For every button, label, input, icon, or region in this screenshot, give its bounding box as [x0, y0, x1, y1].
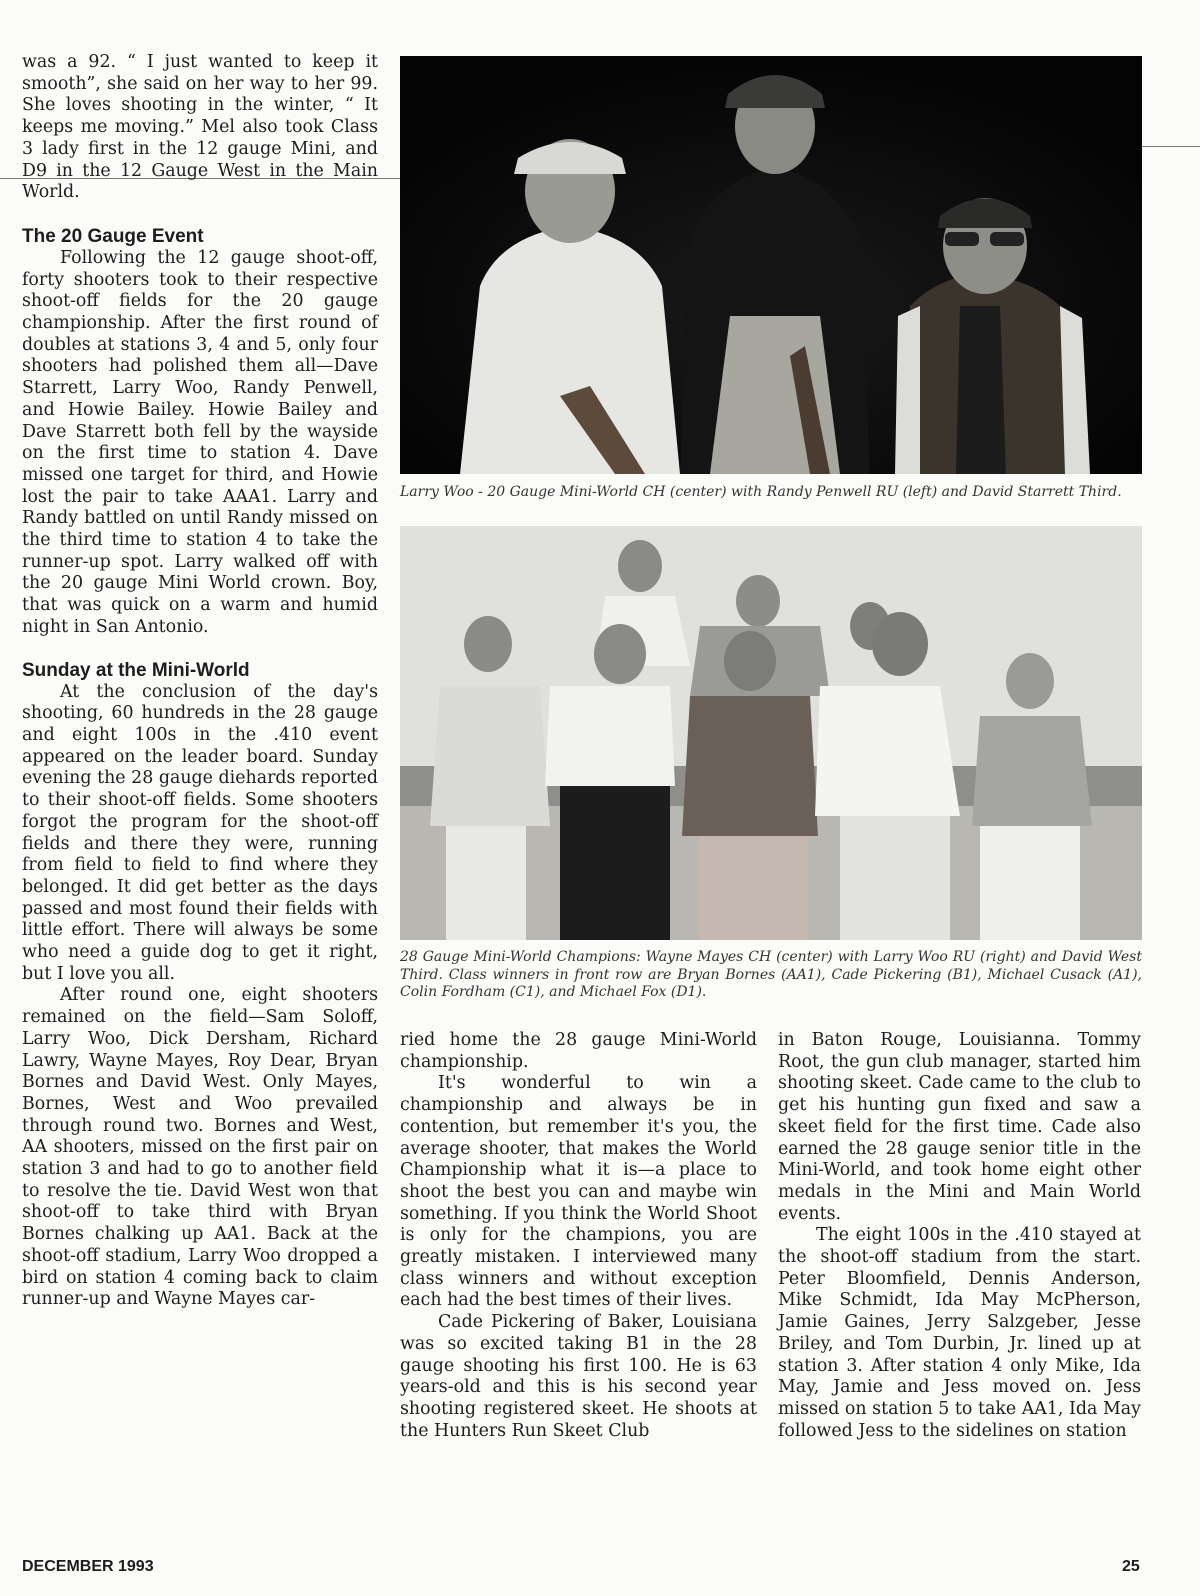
footer-page-number: 25 — [1122, 1558, 1140, 1575]
paragraph: ried home the 28 gauge Mini-World championship. — [400, 1030, 757, 1072]
paragraph: in Baton Rouge, Louisianna. Tommy Root, the gun club manager, started him shooting skeet. Cade came to the club to get his hunting gun fixed and saw a skeet field for the first time. Cade also earned the 28 gauge senior title in the Mini-World, and took home eight other medals in the Mini and Main World events. — [778, 1030, 1141, 1224]
paragraph: Cade Pickering of Baker, Louisiana was so excited taking B1 in the 28 gauge shooting his first 100. He is 63 years-old and this is his second year shooting registered skeet. He shoots at the Hunters Run Skeet Club — [400, 1312, 757, 1441]
paragraph: After round one, eight shooters remained on the field—Sam Soloff, Larry Woo, Dick Dersham, Richard Lawry, Wayne Mayes, Roy Dear, Bryan Bornes and David West. Only Mayes, Bornes, West and Woo prevailed through round two. Bornes and West, AA shooters, missed on the first pair on station 3 and had to go to another field to resolve the tie. David West won that shoot-off to take third with Bryan Bornes chalking up AA1. Back at the shoot-off stadium, Larry Woo dropped a bird on station 4 coming back to claim runner-up and Wayne Mayes car- — [22, 985, 378, 1310]
paragraph: The eight 100s in the .410 stayed at the shoot-off stadium from the start. Peter Bloomfield, Dennis Anderson, Mike Schmidt, Ida May McPherson, Jamie Gaines, Jerry Salzgeber, Jesse Briley, and Tom Durbin, Jr. lined up at station 3. After station 4 only Mike, Ida May, Jamie and Jess moved on. Jess missed on station 5 to take AA1, Ida May followed Jess to the sidelines on station — [778, 1225, 1141, 1441]
paragraph: It's wonderful to win a championship and always be in contention, but remember it's you, the average shooter, that makes the World Championship what it is—a place to shoot the best you can and maybe win something. If you think the World Shoot is only for the champions, you are greatly mistaken. I interviewed many class winners and without exception each had the best times of their lives. — [400, 1073, 757, 1311]
heading-20-gauge-event: The 20 Gauge Event — [22, 225, 204, 247]
photo-2-caption: 28 Gauge Mini-World Champions: Wayne Mayes CH (center) with Larry Woo RU (right) and David West Third. Class winners in front row are Bryan Bornes (AA1), Cade Pickering (B1), Michael Cusack (A1), Colin Fordham (C1), and Michael Fox (D1). — [400, 949, 1142, 1000]
photo-28-gauge-illustration — [400, 526, 1142, 940]
photo-1-caption: Larry Woo - 20 Gauge Mini-World CH (center) with Randy Penwell RU (left) and David Starrett Third. — [400, 484, 1122, 500]
intro-paragraph: was a 92. “ I just wanted to keep it smooth”, she said on her way to her 99. She loves shooting in the winter, “ It keeps me moving.” Mel also took Class 3 lady first in the 12 gauge Mini, and D9 in the 12 Gauge West in the Main World. — [22, 52, 378, 203]
photo-28-gauge-champions — [400, 526, 1142, 940]
photo-20-gauge-illustration — [400, 56, 1142, 474]
text-column-3 — [778, 1030, 1141, 1442]
footer-issue-date: DECEMBER 1993 — [22, 1558, 154, 1575]
text-column-2 — [400, 1030, 757, 1442]
scan-line-right — [1142, 146, 1200, 147]
heading-sunday-mini-world: Sunday at the Mini-World — [22, 659, 250, 681]
paragraph: Following the 12 gauge shoot-off, forty shooters took to their respective shoot-off fields for the 20 gauge championship. After the first round of doubles at stations 3, 4 and 5, only four shooters had polished them all—Dave Starrett, Larry Woo, Randy Penwell, and Howie Bailey. Howie Bailey and Dave Starrett both fell by the wayside on the first time to station 4. Dave missed one target for third, and Howie lost the pair to take AAA1. Larry and Randy battled on until Randy missed on the third time to station 4 to take the runner-up spot. Larry walked off with the 20 gauge Mini World crown. Boy, that was quick on a warm and humid night in San Antonio. — [22, 247, 378, 637]
text-column-1 — [22, 52, 378, 1311]
paragraph: At the conclusion of the day's shooting, 60 hundreds in the 28 gauge and eight 100s in the .410 event appeared on the leader board. Sunday evening the 28 gauge diehards reported to their shoot-off fields. Some shooters forgot the program for the shoot-off fields and there they were, running from field to field to find where they belonged. It did get better as the days passed and most found their fields with little effort. There will always be some who need a guide dog to get it right, but I love you all. — [22, 681, 378, 984]
photo-20-gauge-champions — [400, 56, 1142, 474]
